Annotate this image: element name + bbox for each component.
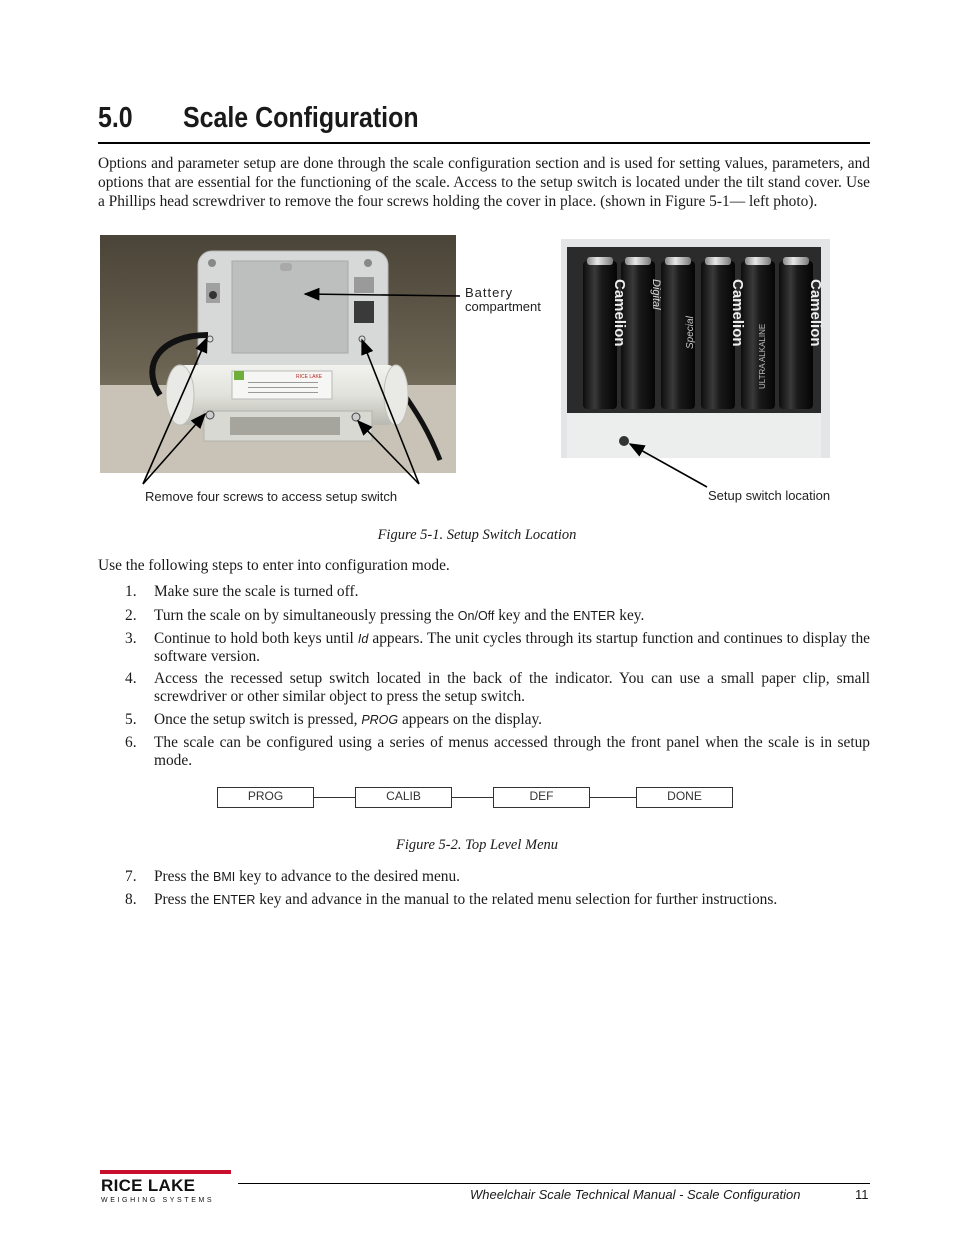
menu-done: DONE (636, 787, 733, 808)
footer-title: Wheelchair Scale Technical Manual - Scale Configuration (470, 1187, 801, 1202)
step-text-post: key. (615, 607, 645, 624)
key-enter: ENTER (573, 609, 616, 623)
step-item (125, 583, 870, 601)
key-enter: ENTER (213, 893, 256, 907)
step-text-pre: Once the setup switch is pressed, (154, 711, 362, 728)
battery-label-digital: Digital (650, 279, 662, 310)
step-number: 3. (125, 630, 137, 647)
callout-battery-line2: compartment (465, 299, 541, 314)
footer-rule (238, 1183, 870, 1184)
logo-main-text: RICE LAKE (101, 1176, 196, 1195)
step-number: 6. (125, 734, 137, 751)
step-text: Access the recessed setup switch located in the back of the indicator. You can use a small paper clip, small screwdriver or other similar object to press the setup switch. (154, 670, 870, 705)
step-text-pre: Press the (154, 891, 213, 908)
callout-screws: Remove four screws to access setup switch (145, 489, 398, 504)
step-text-post: appears. The unit cycles through its startup function and continues to display the software version. (154, 630, 870, 665)
step-item (125, 711, 870, 729)
step-number: 4. (125, 670, 137, 687)
callout-battery-line1: Battery (465, 285, 514, 300)
step-text (154, 711, 870, 729)
step-number: 1. (125, 583, 137, 600)
step-text-mid: key and the (494, 607, 574, 624)
figure2-caption: Figure 5-2. Top Level Menu (395, 837, 559, 853)
intro-paragraph: Options and parameter setup are done through the scale configuration section and is used for setting values, parameters, and options that are essential for the functioning of the scale. Access to the setup switch is located under the tilt stand cover. Use a Phillips head screwdriver to remove the four screws holding the cover in place. (shown in Figure 5-1— left photo). (98, 155, 870, 210)
page-number: 11 (855, 1187, 869, 1202)
step-text: The scale can be configured using a series of menus accessed through the front panel when the scale is in setup mode. (154, 734, 870, 769)
menu-calib: CALIB (355, 787, 452, 808)
callout-switch: Setup switch location (708, 488, 831, 503)
display-prog: PROG (361, 713, 399, 727)
key-on-off: On/Off (457, 609, 495, 623)
display-id: Id (357, 632, 369, 646)
step-text-pre: Turn the scale on by simultaneously pressing the (154, 607, 458, 624)
section-title: Scale Configuration (183, 102, 419, 134)
menu-def: DEF (493, 787, 590, 808)
steps-intro: Use the following steps to enter into configuration mode. (98, 557, 450, 574)
step-text (154, 868, 870, 886)
rice-lake-logo (100, 1170, 235, 1204)
battery-brand: Camelion (611, 279, 628, 347)
figure1-caption: Figure 5-1. Setup Switch Location (377, 527, 577, 543)
step-text (154, 891, 870, 909)
step-item (125, 670, 870, 706)
step-text-pre: Continue to hold both keys until (154, 630, 358, 647)
battery-label-alkaline: ULTRA ALKALINE (758, 323, 767, 389)
step-text (154, 630, 870, 666)
step-item (125, 607, 870, 625)
step-text (154, 607, 870, 625)
battery-label-special: Special (685, 316, 696, 349)
menu-prog: PROG (217, 787, 314, 808)
figure-callout-arrows (0, 0, 954, 520)
step-item (125, 734, 870, 770)
key-bmi: BMI (213, 870, 236, 884)
step-item (125, 891, 870, 909)
menu-connector (589, 797, 636, 798)
step-text: Make sure the scale is turned off. (154, 583, 359, 600)
step-number: 2. (125, 607, 137, 624)
step-number: 5. (125, 711, 137, 728)
battery-brand-3: Camelion (807, 279, 824, 347)
step-number: 7. (125, 868, 137, 885)
label-plate-brand: RICE LAKE (296, 374, 323, 380)
step-item (125, 868, 870, 886)
menu-connector (313, 797, 355, 798)
step-text-post: key to advance to the desired menu. (235, 868, 461, 885)
menu-connector (451, 797, 493, 798)
section-number: 5.0 (98, 102, 133, 134)
logo-sub-text: WEIGHING SYSTEMS (101, 1197, 215, 1204)
step-item (125, 630, 870, 666)
step-text-post: key and advance in the manual to the related menu selection for further instructions. (255, 891, 778, 908)
battery-brand-2: Camelion (729, 279, 746, 347)
step-text-post: appears on the display. (398, 711, 543, 728)
step-text-pre: Press the (154, 868, 213, 885)
step-number: 8. (125, 891, 137, 908)
